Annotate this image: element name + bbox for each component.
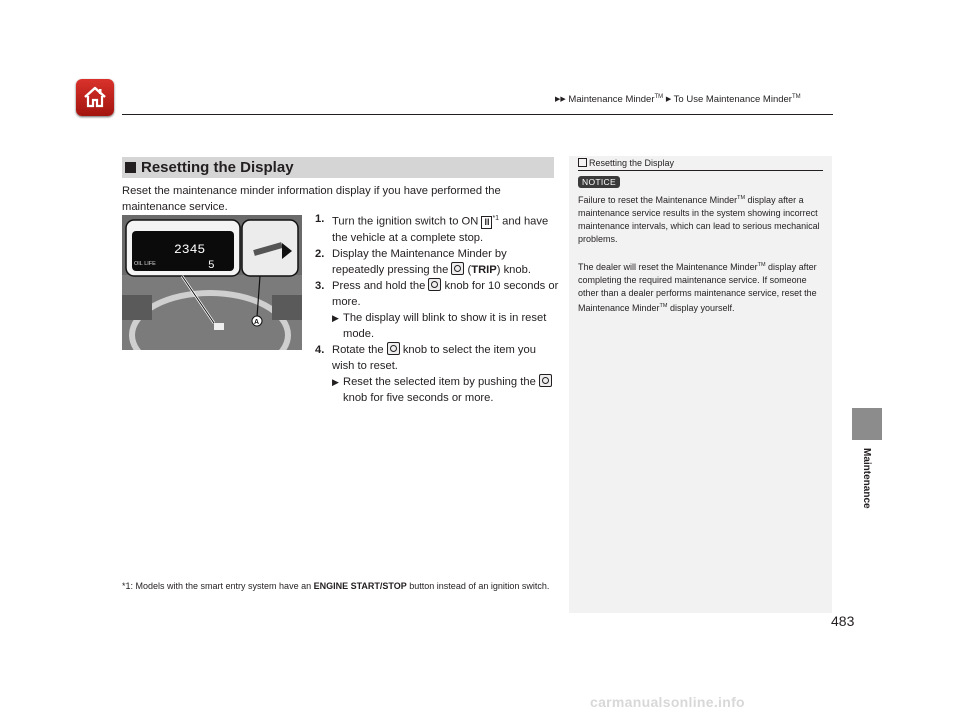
side-panel-rule bbox=[578, 170, 823, 171]
page-number: 483 bbox=[831, 613, 855, 629]
step-text: Display the Maintenance Minder by repeatedly pressing the bbox=[332, 247, 507, 276]
oil-life-label: OIL LIFE bbox=[134, 261, 156, 267]
watermark: carmanualsonline.info bbox=[590, 694, 745, 710]
chapter-tab-marker[interactable] bbox=[852, 408, 882, 440]
step-text: Rotate the bbox=[332, 343, 387, 356]
notice-badge: NOTICE bbox=[578, 176, 620, 188]
side-text: display yourself. bbox=[667, 303, 735, 313]
step-text: Press and hold the bbox=[332, 279, 429, 292]
result-text: knob for five seconds or more. bbox=[343, 391, 494, 404]
step-number: 3. bbox=[315, 279, 325, 292]
breadcrumb bbox=[555, 94, 801, 105]
step-number: 4. bbox=[315, 343, 325, 356]
chapter-tab-label: Maintenance bbox=[861, 448, 872, 509]
step-number: 1. bbox=[315, 213, 325, 225]
side-text: Failure to reset the Maintenance Minder bbox=[578, 195, 738, 205]
steps-list bbox=[315, 211, 560, 406]
header-rule bbox=[122, 114, 833, 115]
step-number: 2. bbox=[315, 247, 325, 260]
step-text: knob for 10 seconds or more. bbox=[332, 279, 559, 308]
odometer-digits: 2345 bbox=[174, 242, 206, 257]
oil-life-percent: 5 bbox=[208, 260, 215, 272]
trademark: TM bbox=[757, 262, 766, 268]
square-bullet-icon bbox=[125, 162, 136, 173]
arrow-icon: ▶ bbox=[665, 96, 672, 104]
trademark: TM bbox=[659, 303, 668, 309]
side-panel-text bbox=[578, 192, 826, 315]
arrow-icon: ▶▶ bbox=[555, 96, 566, 104]
selector-knob-icon bbox=[451, 262, 464, 275]
side-title-text: Resetting the Display bbox=[589, 158, 675, 168]
step-text: knob to select the item you wish to reset. bbox=[332, 343, 536, 372]
ignition-key-icon: II bbox=[481, 216, 492, 229]
section-title: Resetting the Display bbox=[141, 159, 294, 176]
breadcrumb-item-2[interactable]: To Use Maintenance Minder bbox=[673, 94, 792, 106]
instrument-panel-figure bbox=[122, 215, 302, 350]
reference-box-icon bbox=[578, 158, 587, 167]
breadcrumb-item-1[interactable]: Maintenance Minder bbox=[568, 94, 655, 106]
step-text: and have the vehicle at a complete stop. bbox=[332, 215, 549, 244]
step-4-result bbox=[315, 374, 560, 406]
side-text: display after completing the required maintenance service. If someone other than a dealer performs maintenance service, reset the Maintenance Minder bbox=[578, 262, 817, 313]
callout-label: A bbox=[254, 319, 260, 326]
result-arrow-icon: ▶ bbox=[332, 376, 339, 387]
footnote-text: button instead of an ignition switch. bbox=[406, 581, 550, 591]
footnote-text: *1: Models with the smart entry system have an bbox=[122, 581, 314, 591]
section-heading bbox=[122, 157, 554, 178]
home-icon bbox=[82, 84, 108, 110]
selector-knob-icon bbox=[387, 342, 400, 355]
result-arrow-icon: ▶ bbox=[332, 312, 339, 323]
footnote bbox=[122, 578, 562, 594]
step-text: Turn the ignition switch to ON bbox=[332, 215, 479, 228]
selector-knob-icon bbox=[539, 374, 552, 387]
side-text: display after a maintenance service results in the system showing incorrect maintenance intervals, which can lead to serious mechanical problems. bbox=[578, 195, 820, 244]
step-2 bbox=[315, 246, 560, 278]
footnote-ref[interactable]: *1 bbox=[492, 215, 500, 222]
selector-knob-icon bbox=[428, 278, 441, 291]
step-text: ) knob. bbox=[496, 263, 531, 276]
step-3 bbox=[315, 278, 560, 310]
side-text: The dealer will reset the Maintenance Minder bbox=[578, 262, 758, 272]
step-4 bbox=[315, 342, 560, 374]
step-3-result bbox=[315, 310, 560, 342]
engine-start-stop-label: ENGINE START/STOP bbox=[313, 581, 407, 591]
step-text: ( bbox=[464, 263, 472, 276]
step-1 bbox=[315, 211, 560, 246]
result-text: The display will blink to show it is in reset mode. bbox=[343, 311, 547, 340]
trademark: TM bbox=[791, 94, 801, 100]
trip-label: TRIP bbox=[471, 263, 497, 276]
intro-paragraph: Reset the maintenance minder information display if you have performed the maintenance service. bbox=[122, 185, 501, 213]
result-text: Reset the selected item by pushing the bbox=[343, 375, 539, 388]
side-panel-title bbox=[578, 158, 674, 168]
trademark: TM bbox=[737, 195, 746, 201]
home-button[interactable] bbox=[76, 79, 114, 116]
trademark: TM bbox=[654, 94, 664, 100]
